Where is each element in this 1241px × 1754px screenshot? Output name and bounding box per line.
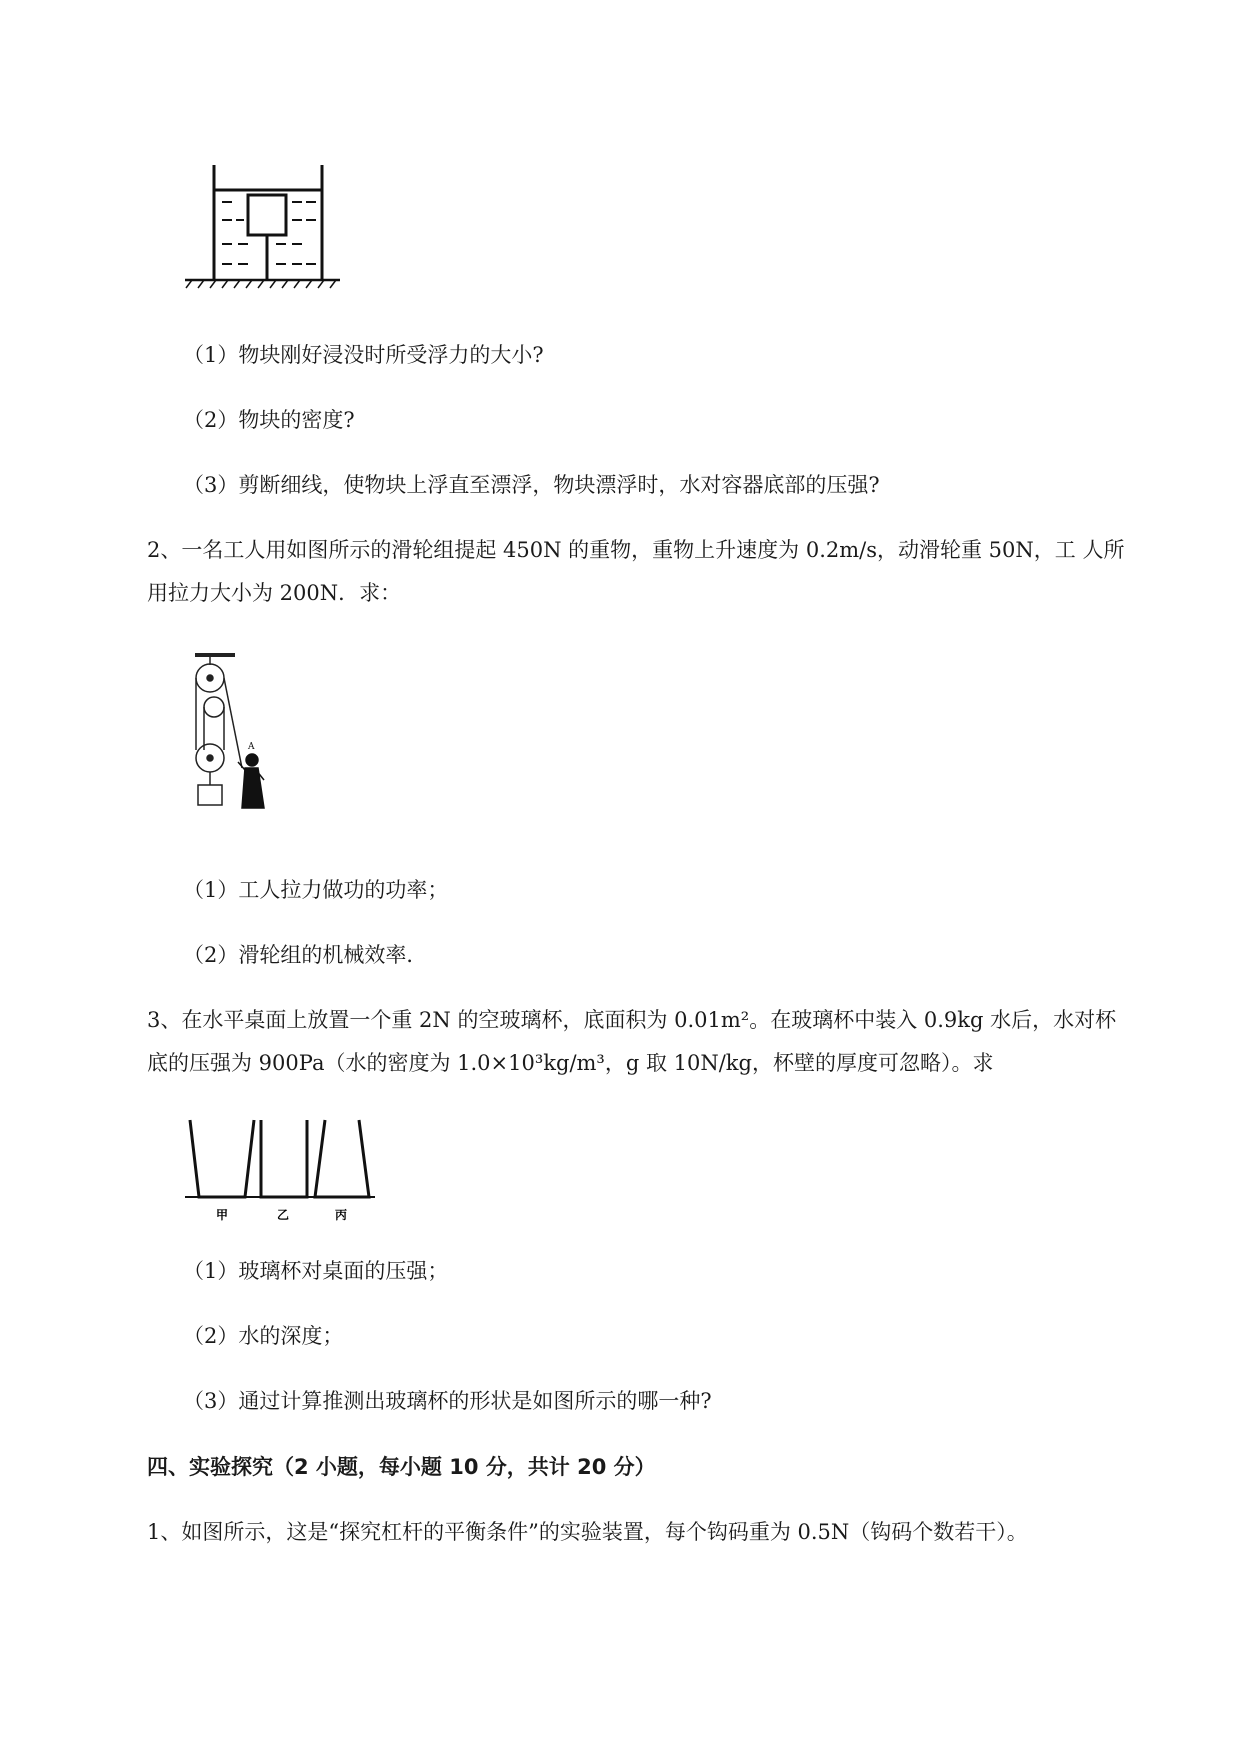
problem3-stem-line-1: 3、在水平桌面上放置一个重 2N 的空玻璃杯，底面积为 0.01m²。在玻璃杯中装入 0.9kg 水后，水对杯	[147, 1008, 1117, 1032]
problem2-question-2: （2）滑轮组的机械效率．	[183, 943, 428, 967]
problem2-stem-line-1: 2、一名工人用如图所示的滑轮组提起 450N 的重物，重物上升速度为 0.2m/s，动滑轮重 50N，工 人所	[147, 538, 1125, 562]
container-figure	[180, 160, 350, 300]
pulley-figure	[190, 650, 300, 810]
cups-figure	[185, 1115, 385, 1225]
problem2-stem-line-2: 用拉力大小为 200N．求：	[147, 581, 402, 605]
section-4-problem-1-stem: 1、如图所示，这是“探究杠杆的平衡条件”的实验装置，每个钩码重为 0.5N（钩码个数若干）。	[147, 1520, 1028, 1544]
problem1-question-1: （1）物块刚好浸没时所受浮力的大小?	[183, 343, 544, 367]
problem3-question-3: （3）通过计算推测出玻璃杯的形状是如图所示的哪一种?	[183, 1389, 712, 1413]
problem1-question-3: （3）剪断细线，使物块上浮直至漂浮，物块漂浮时，水对容器底部的压强?	[183, 473, 880, 497]
problem3-question-2: （2）水的深度；	[183, 1324, 344, 1348]
problem3-question-1: （1）玻璃杯对桌面的压强；	[183, 1259, 449, 1283]
cup-label-jia: 甲	[216, 1208, 229, 1222]
svg-text:A: A	[248, 742, 255, 752]
section-4-heading: 四、实验探究（2 小题，每小题 10 分，共计 20 分）	[147, 1455, 656, 1479]
problem3-stem-line-2: 底的压强为 900Pa（水的密度为 1.0×10³kg/m³，g 取 10N/kg，杯壁的厚度可忽略）。求	[147, 1051, 994, 1075]
problem2-question-1: （1）工人拉力做功的功率；	[183, 878, 449, 902]
cup-label-bing: 丙	[335, 1208, 348, 1222]
problem1-question-2: （2）物块的密度?	[183, 408, 355, 432]
cup-label-yi: 乙	[277, 1208, 290, 1222]
